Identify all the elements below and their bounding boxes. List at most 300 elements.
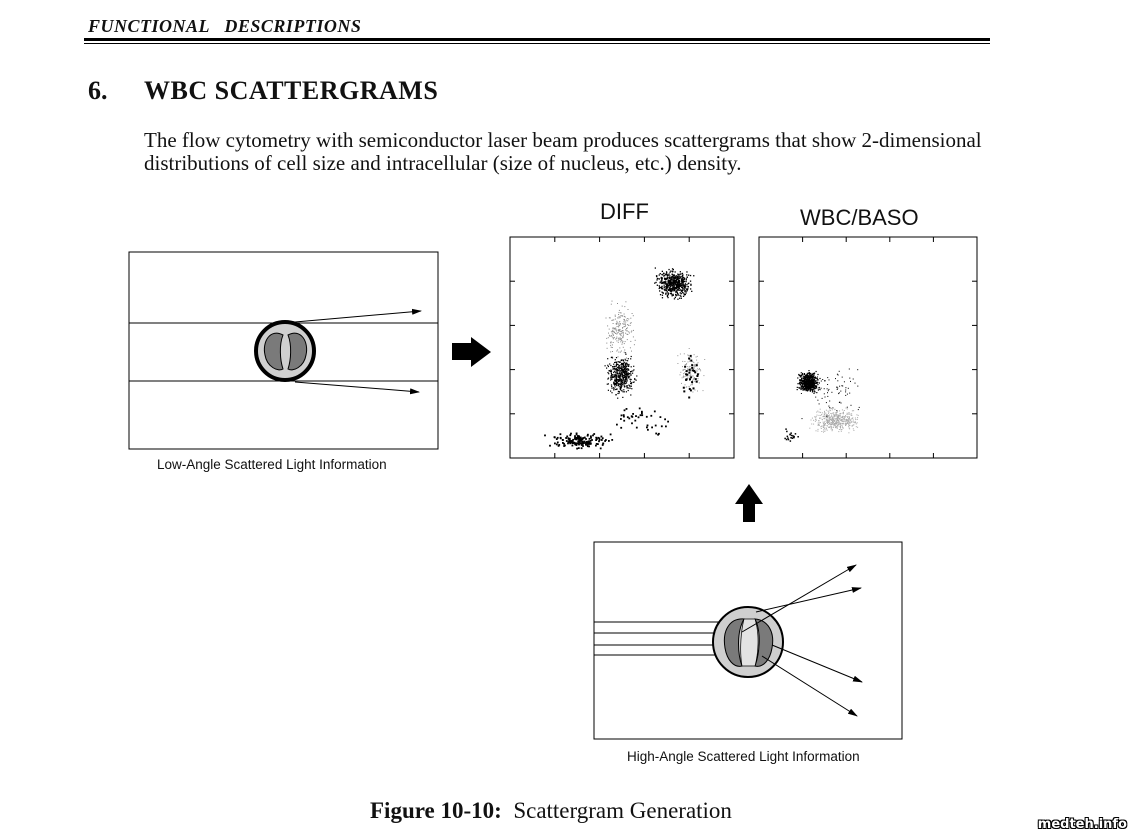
- scatter-dot: [610, 377, 611, 378]
- scatter-dot: [803, 388, 804, 389]
- scatter-dot: [680, 283, 681, 284]
- scatter-dot: [700, 369, 701, 370]
- scatter-dot: [669, 290, 670, 291]
- scatter-dot: [810, 374, 811, 375]
- scatter-dot: [630, 371, 631, 372]
- scatter-dot: [820, 412, 821, 413]
- scatter-dot: [655, 267, 656, 268]
- scatter-dot: [623, 359, 624, 360]
- scatter-dot: [626, 363, 627, 364]
- scatter-dot: [823, 429, 824, 430]
- scatter-dot: [666, 290, 667, 291]
- scatter-dot: [847, 407, 848, 408]
- scatter-dot: [661, 425, 663, 427]
- scatter-dot: [832, 430, 833, 431]
- scatter-dot: [815, 419, 816, 420]
- scatter-dot: [700, 370, 701, 371]
- scatter-dot: [673, 276, 674, 277]
- scatter-dot: [674, 281, 675, 282]
- scatter-dot: [627, 327, 628, 328]
- scatter-dot: [662, 297, 663, 298]
- scatter-dot: [667, 274, 668, 275]
- blood-cell-icon: [256, 322, 314, 380]
- scatter-dot: [840, 424, 841, 425]
- scatter-dot: [625, 383, 626, 384]
- scatter-dot: [827, 419, 828, 420]
- scatter-dot: [682, 277, 683, 278]
- scatter-dot: [847, 413, 848, 414]
- scatter-dot: [823, 422, 824, 423]
- scatter-dot: [685, 281, 686, 282]
- scatter-dot: [670, 280, 671, 281]
- scatter-dot: [629, 333, 630, 334]
- scatter-dot: [848, 421, 849, 422]
- scatter-dot: [688, 397, 690, 399]
- scatter-dot: [621, 351, 622, 352]
- scatter-dot: [627, 374, 628, 375]
- scatter-dot: [852, 417, 853, 418]
- scatter-dot: [667, 295, 668, 296]
- scatter-dot: [621, 366, 622, 367]
- scatter-dot: [639, 408, 641, 410]
- scatter-dot: [634, 420, 636, 422]
- scatter-dot: [851, 422, 852, 423]
- figure-caption-label: Figure 10-10:: [370, 798, 502, 823]
- scatter-dot: [587, 434, 589, 436]
- scatter-dot: [618, 391, 619, 392]
- scatter-dot: [677, 355, 678, 356]
- scatter-dot: [609, 329, 610, 330]
- scatter-dot: [614, 380, 615, 381]
- scatter-dot: [618, 325, 619, 326]
- scatter-dot: [692, 361, 693, 362]
- scatter-dot: [626, 408, 628, 410]
- scatter-dot: [618, 330, 619, 331]
- scatter-dot: [844, 421, 845, 422]
- scatter-dot: [850, 381, 851, 382]
- scatter-dot: [631, 383, 632, 384]
- scatter-dot: [807, 390, 808, 391]
- scatter-dot: [628, 385, 629, 386]
- scatter-dot: [694, 371, 696, 373]
- scatter-dot: [838, 431, 839, 432]
- scatter-dot: [624, 316, 625, 317]
- scatter-dot: [619, 312, 620, 313]
- scatter-dot: [636, 375, 637, 376]
- scatter-dot: [802, 384, 803, 385]
- scatter-dot: [625, 379, 626, 380]
- scatter-dot: [667, 285, 668, 286]
- scatter-dot: [831, 422, 832, 423]
- scatter-dot: [620, 341, 621, 342]
- scatter-dot: [634, 344, 635, 345]
- scatter-dot: [817, 378, 818, 379]
- scatter-dot: [621, 359, 622, 360]
- scatter-dot: [674, 298, 675, 299]
- scatter-dot: [626, 369, 627, 370]
- scatter-dot: [612, 374, 613, 375]
- scatter-dot: [640, 414, 642, 416]
- scatter-dot: [855, 419, 856, 420]
- scatter-dot: [622, 341, 623, 342]
- scatter-dot: [597, 443, 599, 445]
- scatter-dot: [693, 275, 694, 276]
- scatter-dot: [813, 379, 814, 380]
- scatter-dot: [655, 282, 656, 283]
- scatter-dot: [624, 350, 625, 351]
- scatter-dot: [784, 438, 786, 440]
- scatter-dot: [693, 379, 694, 380]
- scatter-dot: [831, 420, 832, 421]
- scatter-dot: [824, 421, 825, 422]
- scatter-dot: [590, 435, 592, 437]
- scatter-dot: [786, 431, 788, 433]
- scatter-dot: [668, 282, 669, 283]
- scatter-dot: [613, 377, 614, 378]
- diff-scattergram: [510, 237, 734, 458]
- scatter-dot: [619, 365, 620, 366]
- scatter-dot: [617, 333, 618, 334]
- scatter-dot: [841, 403, 842, 404]
- scatter-dot: [848, 419, 849, 420]
- scatter-dot: [581, 443, 583, 445]
- scatter-dot: [616, 362, 617, 363]
- scatter-dot: [623, 363, 624, 364]
- scatter-dot: [842, 419, 843, 420]
- scatter-dot: [625, 359, 626, 360]
- scatter-dot: [615, 339, 616, 340]
- scatter-dot: [826, 428, 827, 429]
- scatter-dot: [660, 294, 661, 295]
- scatter-dot: [623, 389, 624, 390]
- scatter-dot: [615, 333, 616, 334]
- scatter-dot: [692, 392, 693, 393]
- scatter-dot: [809, 381, 810, 382]
- scatter-dot: [845, 391, 846, 392]
- scatter-dot: [620, 334, 621, 335]
- scatter-dot: [828, 416, 829, 417]
- scatter-dot: [654, 283, 655, 284]
- scatter-dot: [815, 421, 816, 422]
- scatter-dot: [655, 433, 657, 435]
- scatter-dot: [669, 273, 670, 274]
- scatter-dot: [619, 310, 620, 311]
- scatter-dot: [678, 294, 679, 295]
- scatter-dot: [624, 319, 625, 320]
- scatter-dot: [827, 430, 828, 431]
- scatter-dot: [625, 374, 626, 375]
- scatter-dot: [610, 391, 611, 392]
- scatter-dot: [818, 424, 819, 425]
- scatter-dot: [841, 431, 842, 432]
- scatter-dot: [838, 424, 839, 425]
- scatter-dot: [698, 362, 699, 363]
- scatter-dot: [661, 280, 662, 281]
- scatter-dot: [582, 445, 584, 447]
- scatter-dot: [626, 371, 627, 372]
- scatter-dot: [686, 271, 687, 272]
- scatter-dot: [624, 382, 625, 383]
- scatter-dot: [622, 315, 623, 316]
- scatter-dot: [683, 296, 684, 297]
- scatter-dot: [835, 378, 836, 379]
- scatter-dot: [619, 329, 620, 330]
- scatter-dot: [606, 368, 607, 369]
- scatter-dot: [607, 384, 608, 385]
- scatter-dot: [684, 353, 685, 354]
- scatter-dot: [628, 364, 629, 365]
- scatter-dot: [620, 367, 621, 368]
- scatter-dot: [683, 282, 684, 283]
- scatter-dot: [836, 424, 837, 425]
- scatter-dot: [630, 341, 631, 342]
- scatter-dot: [621, 364, 622, 365]
- scatter-dot: [851, 415, 852, 416]
- scatter-dot: [615, 374, 616, 375]
- scatter-dot: [611, 347, 612, 348]
- scatter-dot: [696, 370, 697, 371]
- scatter-dot: [822, 412, 823, 413]
- scatter-dot: [856, 423, 857, 424]
- scatter-dot: [801, 372, 802, 373]
- scatter-dot: [620, 352, 621, 353]
- scatter-dot: [636, 427, 638, 429]
- scatter-dot: [618, 352, 619, 353]
- scatter-dot: [802, 389, 803, 390]
- scatter-dot: [703, 390, 704, 391]
- scatter-dot: [680, 374, 681, 375]
- scatter-dot: [570, 433, 572, 435]
- scatter-dot: [690, 284, 691, 285]
- scatter-dot: [825, 413, 826, 414]
- scatter-dot: [651, 427, 653, 429]
- scatter-dot: [691, 357, 692, 358]
- scatter-dot: [841, 429, 842, 430]
- scatter-dot: [697, 356, 698, 357]
- scatter-dot: [849, 412, 850, 413]
- scatter-dot: [616, 340, 617, 341]
- scatter-dot: [816, 392, 817, 393]
- scatter-dot: [835, 418, 836, 419]
- scatter-dot: [611, 439, 613, 441]
- scatter-dot: [629, 388, 630, 389]
- scatter-dot: [627, 330, 628, 331]
- scatter-dot: [627, 339, 628, 340]
- scatter-dot: [819, 382, 820, 383]
- scatter-dot: [654, 411, 656, 413]
- scatter-dot: [660, 416, 662, 418]
- scatter-dot: [610, 434, 612, 436]
- scatter-dot: [631, 366, 632, 367]
- scatter-dot: [857, 419, 858, 420]
- scatter-dot: [842, 386, 843, 387]
- scatter-dot: [632, 313, 633, 314]
- scatter-dot: [615, 315, 616, 316]
- scatter-dot: [817, 411, 818, 412]
- scatter-dot: [835, 427, 836, 428]
- scatter-dot: [672, 280, 673, 281]
- scatter-dot: [615, 380, 616, 381]
- scatter-dot: [824, 428, 825, 429]
- scatter-dot: [612, 344, 613, 345]
- scatter-dot: [554, 436, 556, 438]
- scatter-dot: [857, 427, 858, 428]
- scatter-dot: [837, 427, 838, 428]
- scatter-dot: [634, 381, 635, 382]
- scatter-dot: [587, 444, 589, 446]
- scatter-dot: [624, 362, 625, 363]
- scatter-dot: [674, 280, 675, 281]
- scatter-dot: [617, 303, 618, 304]
- scatter-dot: [605, 439, 607, 441]
- scatter-dot: [843, 423, 844, 424]
- scatter-dot: [611, 304, 612, 305]
- scatter-dot: [827, 388, 828, 389]
- scatter-dot: [591, 439, 593, 441]
- scatter-dot: [633, 366, 634, 367]
- scatter-dot: [820, 418, 821, 419]
- scatter-dot: [824, 418, 825, 419]
- scatter-dot: [813, 420, 814, 421]
- scatter-dot: [797, 387, 798, 388]
- scatter-dot: [849, 423, 850, 424]
- scatter-dot: [669, 277, 670, 278]
- scatter-dot: [677, 287, 678, 288]
- scatter-dot: [844, 418, 845, 419]
- scatter-dot: [844, 410, 845, 411]
- scatter-dot: [788, 439, 790, 441]
- scatter-dot: [810, 378, 811, 379]
- scatter-dot: [676, 288, 677, 289]
- scatter-dot: [613, 328, 614, 329]
- scatter-dot: [633, 315, 634, 316]
- scatter-dot: [694, 364, 695, 365]
- scatter-dot: [828, 389, 829, 390]
- scatter-dot: [828, 424, 829, 425]
- scatter-dot: [663, 273, 664, 274]
- scatter-dot: [666, 272, 667, 273]
- scatter-dot: [682, 273, 683, 274]
- scatter-dot: [843, 421, 844, 422]
- scatter-dot: [802, 380, 803, 381]
- up-arrow-icon: [735, 484, 763, 522]
- scatter-dot: [810, 387, 811, 388]
- scatter-dot: [575, 442, 577, 444]
- scatter-dot: [817, 377, 818, 378]
- scatter-dot: [678, 289, 679, 290]
- scatter-dot: [819, 389, 820, 390]
- scatter-dot: [617, 326, 618, 327]
- scatter-dot: [646, 427, 648, 429]
- scatter-dot: [793, 437, 795, 439]
- scatter-dot: [610, 376, 611, 377]
- scatter-dot: [820, 415, 821, 416]
- scatter-dot: [613, 376, 614, 377]
- scatter-dot: [620, 312, 621, 313]
- scatter-dot: [831, 415, 832, 416]
- scatter-dot: [674, 275, 675, 276]
- scatter-dot: [816, 387, 817, 388]
- scatter-dot: [624, 366, 625, 367]
- scatter-dot: [611, 373, 612, 374]
- scatter-dot: [853, 428, 854, 429]
- scatter-dot: [694, 354, 695, 355]
- scatter-dot: [620, 376, 621, 377]
- scatter-dot: [628, 387, 629, 388]
- scatter-dot: [621, 368, 622, 369]
- scatter-dot: [686, 363, 687, 364]
- scatter-dot: [638, 416, 640, 418]
- watermark: medteh.info: [1037, 817, 1127, 832]
- scatter-dot: [684, 366, 686, 368]
- scatter-dot: [810, 376, 811, 377]
- scatter-dot: [683, 369, 684, 370]
- scatter-dot: [616, 323, 617, 324]
- scatter-dot: [807, 386, 808, 387]
- scatter-dot: [821, 428, 822, 429]
- scatter-dot: [824, 393, 825, 394]
- scatter-dot: [631, 330, 632, 331]
- scatter-dot: [824, 425, 825, 426]
- scatter-dot: [811, 424, 812, 425]
- scatter-dot: [842, 417, 843, 418]
- scatter-dot: [697, 363, 698, 364]
- scatter-dot: [856, 426, 857, 427]
- scatter-dot: [846, 421, 847, 422]
- scatter-dot: [602, 443, 604, 445]
- scatter-dot: [812, 392, 813, 393]
- scatter-dot: [816, 380, 817, 381]
- scatter-dot: [845, 395, 846, 396]
- scatter-dot: [801, 375, 802, 376]
- scatter-dot: [837, 418, 838, 419]
- scatter-dot: [831, 429, 832, 430]
- scatter-dot: [807, 376, 808, 377]
- scatter-dot: [694, 368, 695, 369]
- scatter-dot: [576, 448, 578, 450]
- scatter-dot: [694, 377, 695, 378]
- scatter-dot: [818, 379, 819, 380]
- scatter-dot: [641, 411, 643, 413]
- scatter-dot: [622, 337, 623, 338]
- scatter-dot: [614, 332, 615, 333]
- scatter-dot: [829, 401, 830, 402]
- scatter-dot: [832, 419, 833, 420]
- scatter-dot: [840, 425, 841, 426]
- scatter-dot: [611, 357, 612, 358]
- scatter-dot: [631, 351, 632, 352]
- scatter-dot: [811, 383, 812, 384]
- scatter-dot: [578, 447, 580, 449]
- scatter-dot: [558, 445, 560, 447]
- scatter-dot: [669, 272, 670, 273]
- scatter-dot: [575, 444, 577, 446]
- scatter-dot: [623, 391, 624, 392]
- scatter-dot: [611, 371, 612, 372]
- scatter-dot: [830, 419, 831, 420]
- scatter-dot: [787, 437, 789, 439]
- scatter-dot: [614, 374, 615, 375]
- scatter-dot: [629, 373, 630, 374]
- scatter-dot: [617, 382, 618, 383]
- scatter-dot: [814, 416, 815, 417]
- scatter-dot: [825, 397, 826, 398]
- scatter-dot: [688, 283, 689, 284]
- scatter-dot: [617, 373, 618, 374]
- scatter-dot: [635, 340, 636, 341]
- scatter-dot: [816, 383, 817, 384]
- scatter-dot: [613, 331, 614, 332]
